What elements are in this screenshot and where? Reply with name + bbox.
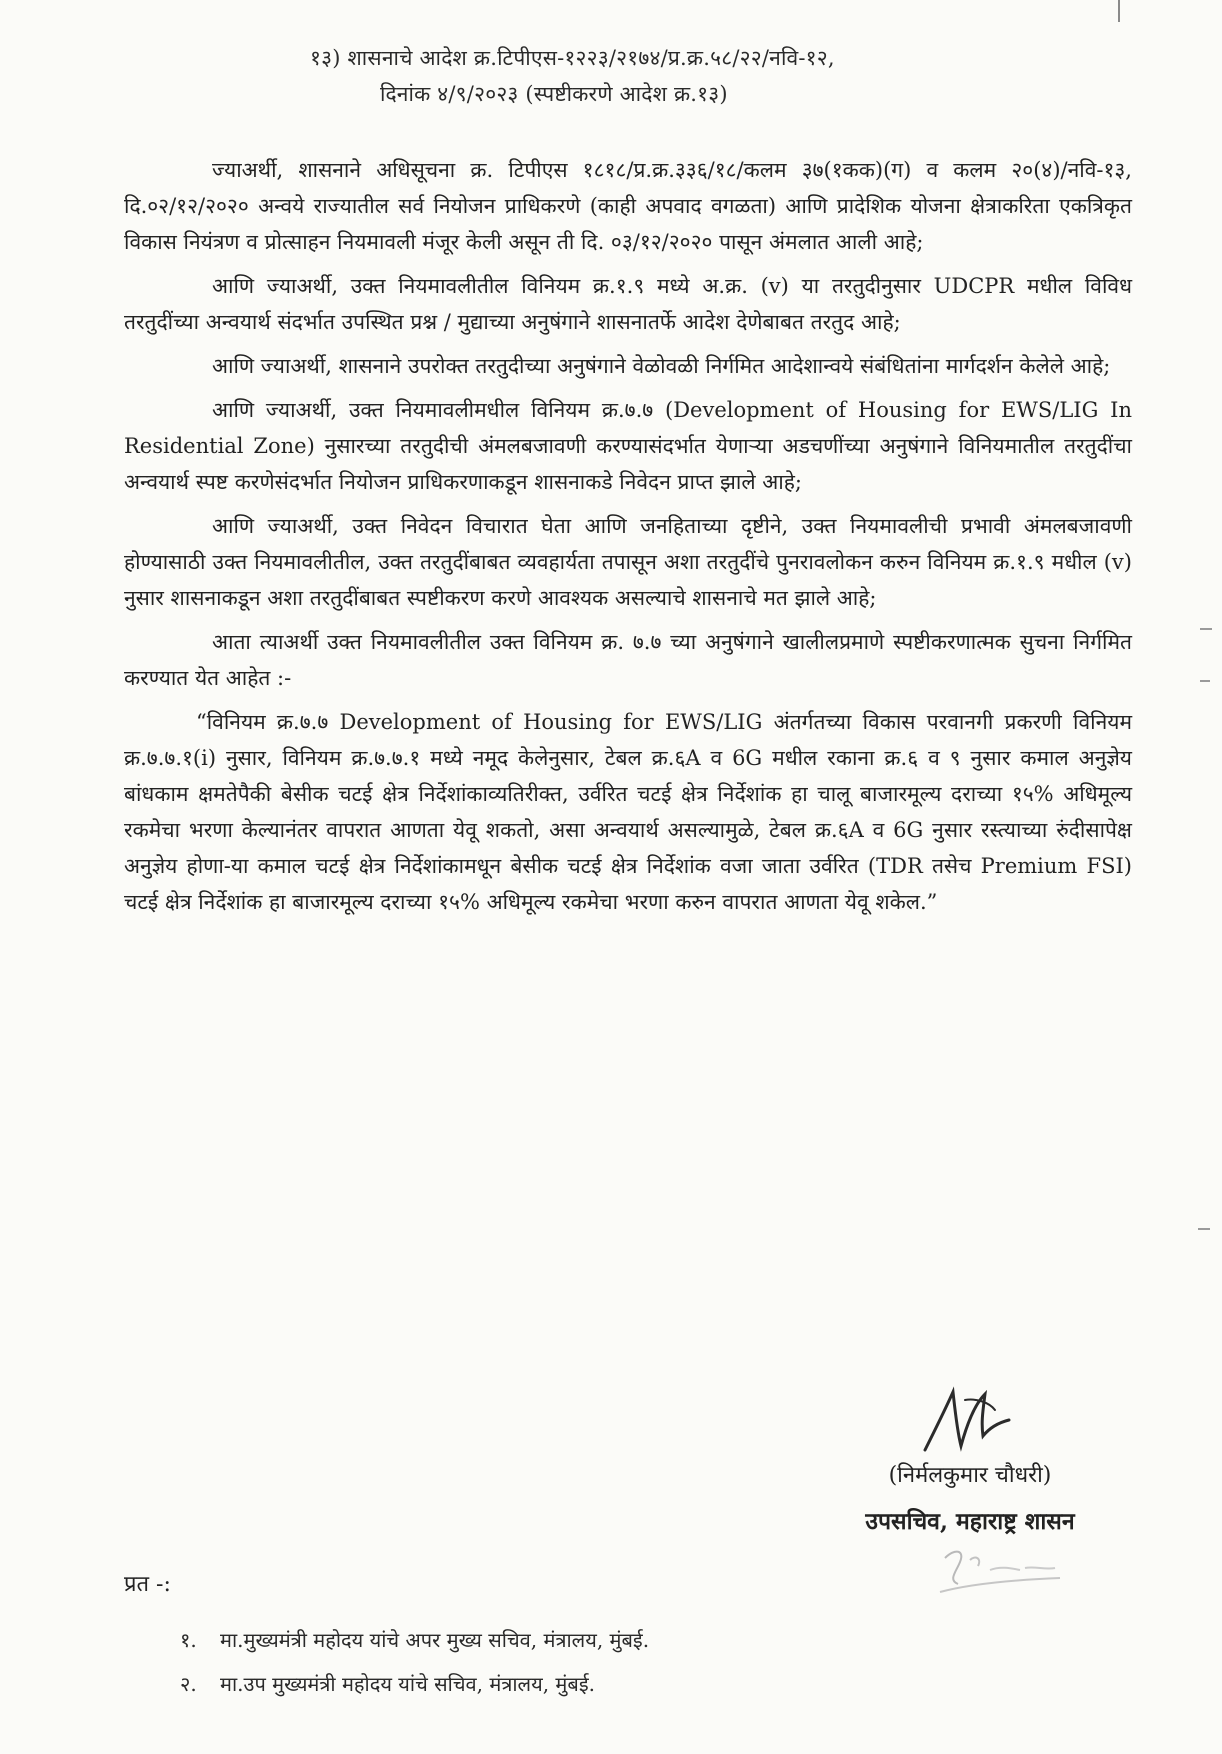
order-heading [310,40,1110,112]
list-item [180,1662,1080,1706]
list-item [180,1618,1080,1662]
faint-initial-stamp [930,1540,1080,1610]
list-item-number: १. [180,1628,197,1652]
order-heading-line-2: दिनांक ४/९/२०२३ (स्पष्टीकरणे आदेश क्र.१३) [380,82,728,106]
copy-to-list [180,1618,1080,1706]
paragraph-whereas-notification: ज्याअर्थी, शासनाने अधिसूचना क्र. टिपीएस १८१८/प्र.क्र.३३६/१८/कलम ३७(१कक)(ग) व कलम २०(४)/नवि-१३, दि.०२/१२/२०२० अन्वये राज्यातील सर्व नियोजन प्राधिकरणे (काही अपवाद वगळता) आणि प्रादेशिक योजना क्षेत्राकरिता एकत्रिकृत विकास नियंत्रण व प्रोत्साहन नियमावली मंजूर केली असून ती दि. ०३/१२/२०२० पासून अंमलात आली आहे; [124,158,1132,254]
list-item-text: मा.मुख्यमंत्री महोदय यांचे अपर मुख्य सचिव, मंत्रालय, मुंबई. [220,1628,650,1652]
order-heading-line-1: १३) शासनाचे आदेश क्र.टिपीएस-१२२३/२१७४/प्र.क्र.५८/२२/नवि-१२, [310,46,835,70]
order-body [124,152,1132,928]
copy-to-label: प्रत -: [124,1572,171,1597]
signatory-designation: उपसचिव, महाराष्ट्र शासन [865,1508,1075,1535]
paragraph-whereas-representation: आणि ज्याअर्थी, उक्त नियमावलीमधील विनियम क्र.७.७ (Development of Housing for EWS/LIG In Residential Zone) नुसारच्या तरतुदीची अंमलबजावणी करण्यासंदर्भात येणाऱ्या अडचणींच्या अनुषंगाने विनियमातील तरतुदींचा अन्वयार्थ स्पष्ट करणेसंदर्भात नियोजन प्राधिकरणाकडून शासनाकडे निवेदन प्राप्त झाले आहे; [124,398,1132,494]
list-item-text: मा.उप मुख्यमंत्री महोदय यांचे सचिव, मंत्रालय, मुंबई. [220,1672,595,1696]
list-item-number: २. [180,1672,197,1696]
handwritten-signature [905,1380,1025,1460]
margin-tick [1200,628,1212,630]
signatory-name: (निर्मलकुमार चौधरी) [888,1463,1052,1488]
paragraph-now-therefore: आता त्याअर्थी उक्त नियमावलीतील उक्त विनियम क्र. ७.७ च्या अनुषंगाने खालीलप्रमाणे स्पष्टीकरणात्मक सुचना निर्गमित करण्यात येत आहेत :- [124,630,1132,690]
paragraph-whereas-guidance: आणि ज्याअर्थी, शासनाने उपरोक्त तरतुदीच्या अनुषंगाने वेळोवळी निर्गमित आदेशान्वये संबंधितांना मार्गदर्शन केलेले आहे; [212,354,1111,378]
scan-edge-mark [1118,0,1120,22]
signature-block [800,1380,1130,1460]
margin-tick [1200,680,1210,682]
margin-tick [1198,1228,1210,1230]
clarification-quote: “विनियम क्र.७.७ Development of Housing for EWS/LIG अंतर्गतच्या विकास परवानगी प्रकरणी विनियम क्र.७.७.१(i) नुसार, विनियम क्र.७.७.१ मध्ये नमूद केलेनुसार, टेबल क्र.६A व 6G मधील रकाना क्र.६ व ९ नुसार कमाल अनुज्ञेय बांधकाम क्षमतेपैकी बेसीक चटई क्षेत्र निर्देशांकाव्यतिरीक्त, उर्वरित चटई क्षेत्र निर्देशांक हा चालू बाजारमूल्य दराच्या १५% अधिमूल्य रकमेचा भरणा केल्यानंतर वापरात आणता येवू शकतो, असा अन्वयार्थ असल्यामुळे, टेबल क्र.६A व 6G नुसार रस्त्याच्या रुंदीसापेक्ष अनुज्ञेय होणा-या कमाल चटई क्षेत्र निर्देशांकामधून बेसीक चटई क्षेत्र निर्देशांक वजा जाता उर्वरित (TDR तसेच Premium FSI) चटई क्षेत्र निर्देशांक हा बाजारमूल्य दराच्या १५% अधिमूल्य रकमेचा भरणा करुन वापरात आणता येवू शकेल.” [124,710,1132,914]
paragraph-whereas-opinion: आणि ज्याअर्थी, उक्त निवेदन विचारात घेता आणि जनहिताच्या दृष्टीने, उक्त नियमावलीची प्रभावी अंमलबजावणी होण्यासाठी उक्त नियमावलीतील, उक्त तरतुदींबाबत व्यवहार्यता तपासून अशा तरतुदींचे पुनरावलोकन करुन विनियम क्र.१.९ मधील (v) नुसार शासनाकडून अशा तरतुदींबाबत स्पष्टीकरण करणे आवश्यक असल्याचे शासनाचे मत झाले आहे; [124,514,1132,610]
paragraph-whereas-provision: आणि ज्याअर्थी, उक्त नियमावलीतील विनियम क्र.१.९ मध्ये अ.क्र. (v) या तरतुदीनुसार UDCPR मधील विविध तरतुदींच्या अन्वयार्थ संदर्भात उपस्थित प्रश्न / मुद्याच्या अनुषंगाने शासनातर्फे आदेश देणेबाबत तरतुद आहे; [124,274,1132,334]
